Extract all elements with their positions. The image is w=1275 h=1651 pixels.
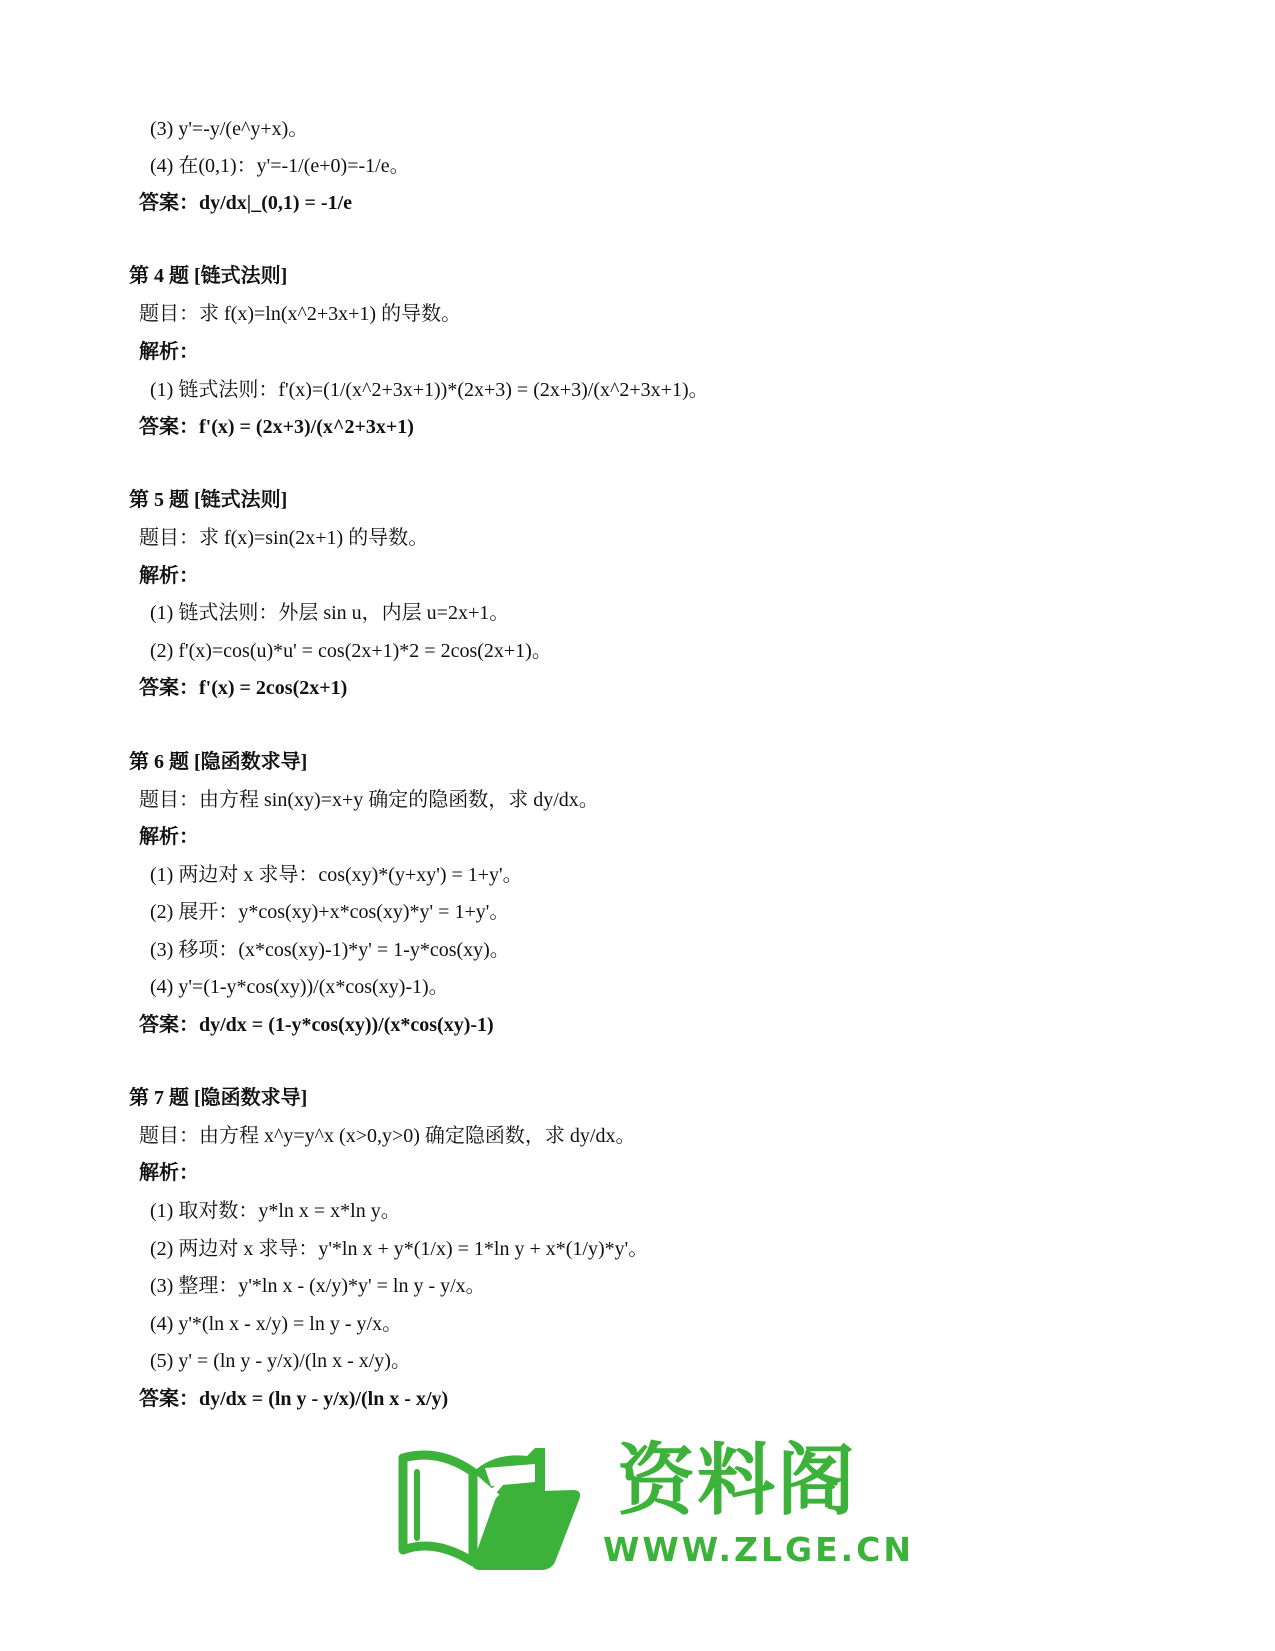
analysis-label: 解析：: [139, 341, 199, 363]
step-line: (3) y'=-y/(e^y+x)。: [150, 118, 309, 140]
answer-line: 答案：dy/dx|_(0,1) = -1/e: [139, 192, 353, 214]
step-line: (1) 链式法则：f'(x)=(1/(x^2+3x+1))*(2x+3) = (2x+3)/(x^2+3x+1)。: [150, 379, 709, 401]
answer-line: 答案：f'(x) = (2x+3)/(x^2+3x+1): [139, 416, 414, 438]
analysis-label: 解析：: [139, 565, 199, 587]
step-line: (3) 整理：y'*ln x - (x/y)*y' = ln y - y/x。: [150, 1275, 486, 1297]
step-line: (1) 链式法则：外层 sin u，内层 u=2x+1。: [150, 602, 510, 624]
step-line: (2) f'(x)=cos(u)*u' = cos(2x+1)*2 = 2cos(2x+1)。: [150, 640, 552, 662]
step-line: (4) y'*(ln x - x/y) = ln y - y/x。: [150, 1313, 403, 1335]
analysis-label: 解析：: [139, 826, 199, 848]
watermark-title: 资料阁: [617, 1436, 858, 1526]
question-text: 题目：由方程 x^y=y^x (x>0,y>0) 确定隐函数，求 dy/dx。: [139, 1125, 636, 1147]
question-heading: 第 6 题 [隐函数求导]: [129, 751, 308, 773]
step-line: (2) 展开：y*cos(xy)+x*cos(xy)*y' = 1+y'。: [150, 901, 510, 923]
step-line: (1) 取对数：y*ln x = x*ln y。: [150, 1200, 401, 1222]
step-line: (1) 两边对 x 求导：cos(xy)*(y+xy') = 1+y'。: [150, 864, 523, 886]
watermark: [395, 1436, 915, 1578]
question-heading: 第 4 题 [链式法则]: [129, 265, 288, 287]
question-text: 题目：求 f(x)=ln(x^2+3x+1) 的导数。: [139, 303, 462, 325]
answer-line: 答案：dy/dx = (ln y - y/x)/(ln x - x/y): [139, 1388, 449, 1410]
answer-line: 答案：dy/dx = (1-y*cos(xy))/(x*cos(xy)-1): [139, 1014, 494, 1036]
step-line: (5) y' = (ln y - y/x)/(ln x - x/y)。: [150, 1350, 411, 1372]
question-text: 题目：由方程 sin(xy)=x+y 确定的隐函数，求 dy/dx。: [139, 789, 599, 811]
open-book-folder-logo-icon: [395, 1438, 595, 1578]
step-line: (4) 在(0,1)：y'=-1/(e+0)=-1/e。: [150, 155, 410, 177]
question-heading: 第 7 题 [隐函数求导]: [129, 1087, 308, 1109]
watermark-url: WWW.ZLGE.CN: [603, 1530, 915, 1569]
step-line: (4) y'=(1-y*cos(xy))/(x*cos(xy)-1)。: [150, 976, 449, 998]
question-text: 题目：求 f(x)=sin(2x+1) 的导数。: [139, 527, 429, 549]
step-line: (3) 移项：(x*cos(xy)-1)*y' = 1-y*cos(xy)。: [150, 939, 510, 961]
answer-line: 答案：f'(x) = 2cos(2x+1): [139, 677, 348, 699]
question-heading: 第 5 题 [链式法则]: [129, 489, 288, 511]
step-line: (2) 两边对 x 求导：y'*ln x + y*(1/x) = 1*ln y + x*(1/y)*y'。: [150, 1238, 649, 1260]
analysis-label: 解析：: [139, 1162, 199, 1184]
